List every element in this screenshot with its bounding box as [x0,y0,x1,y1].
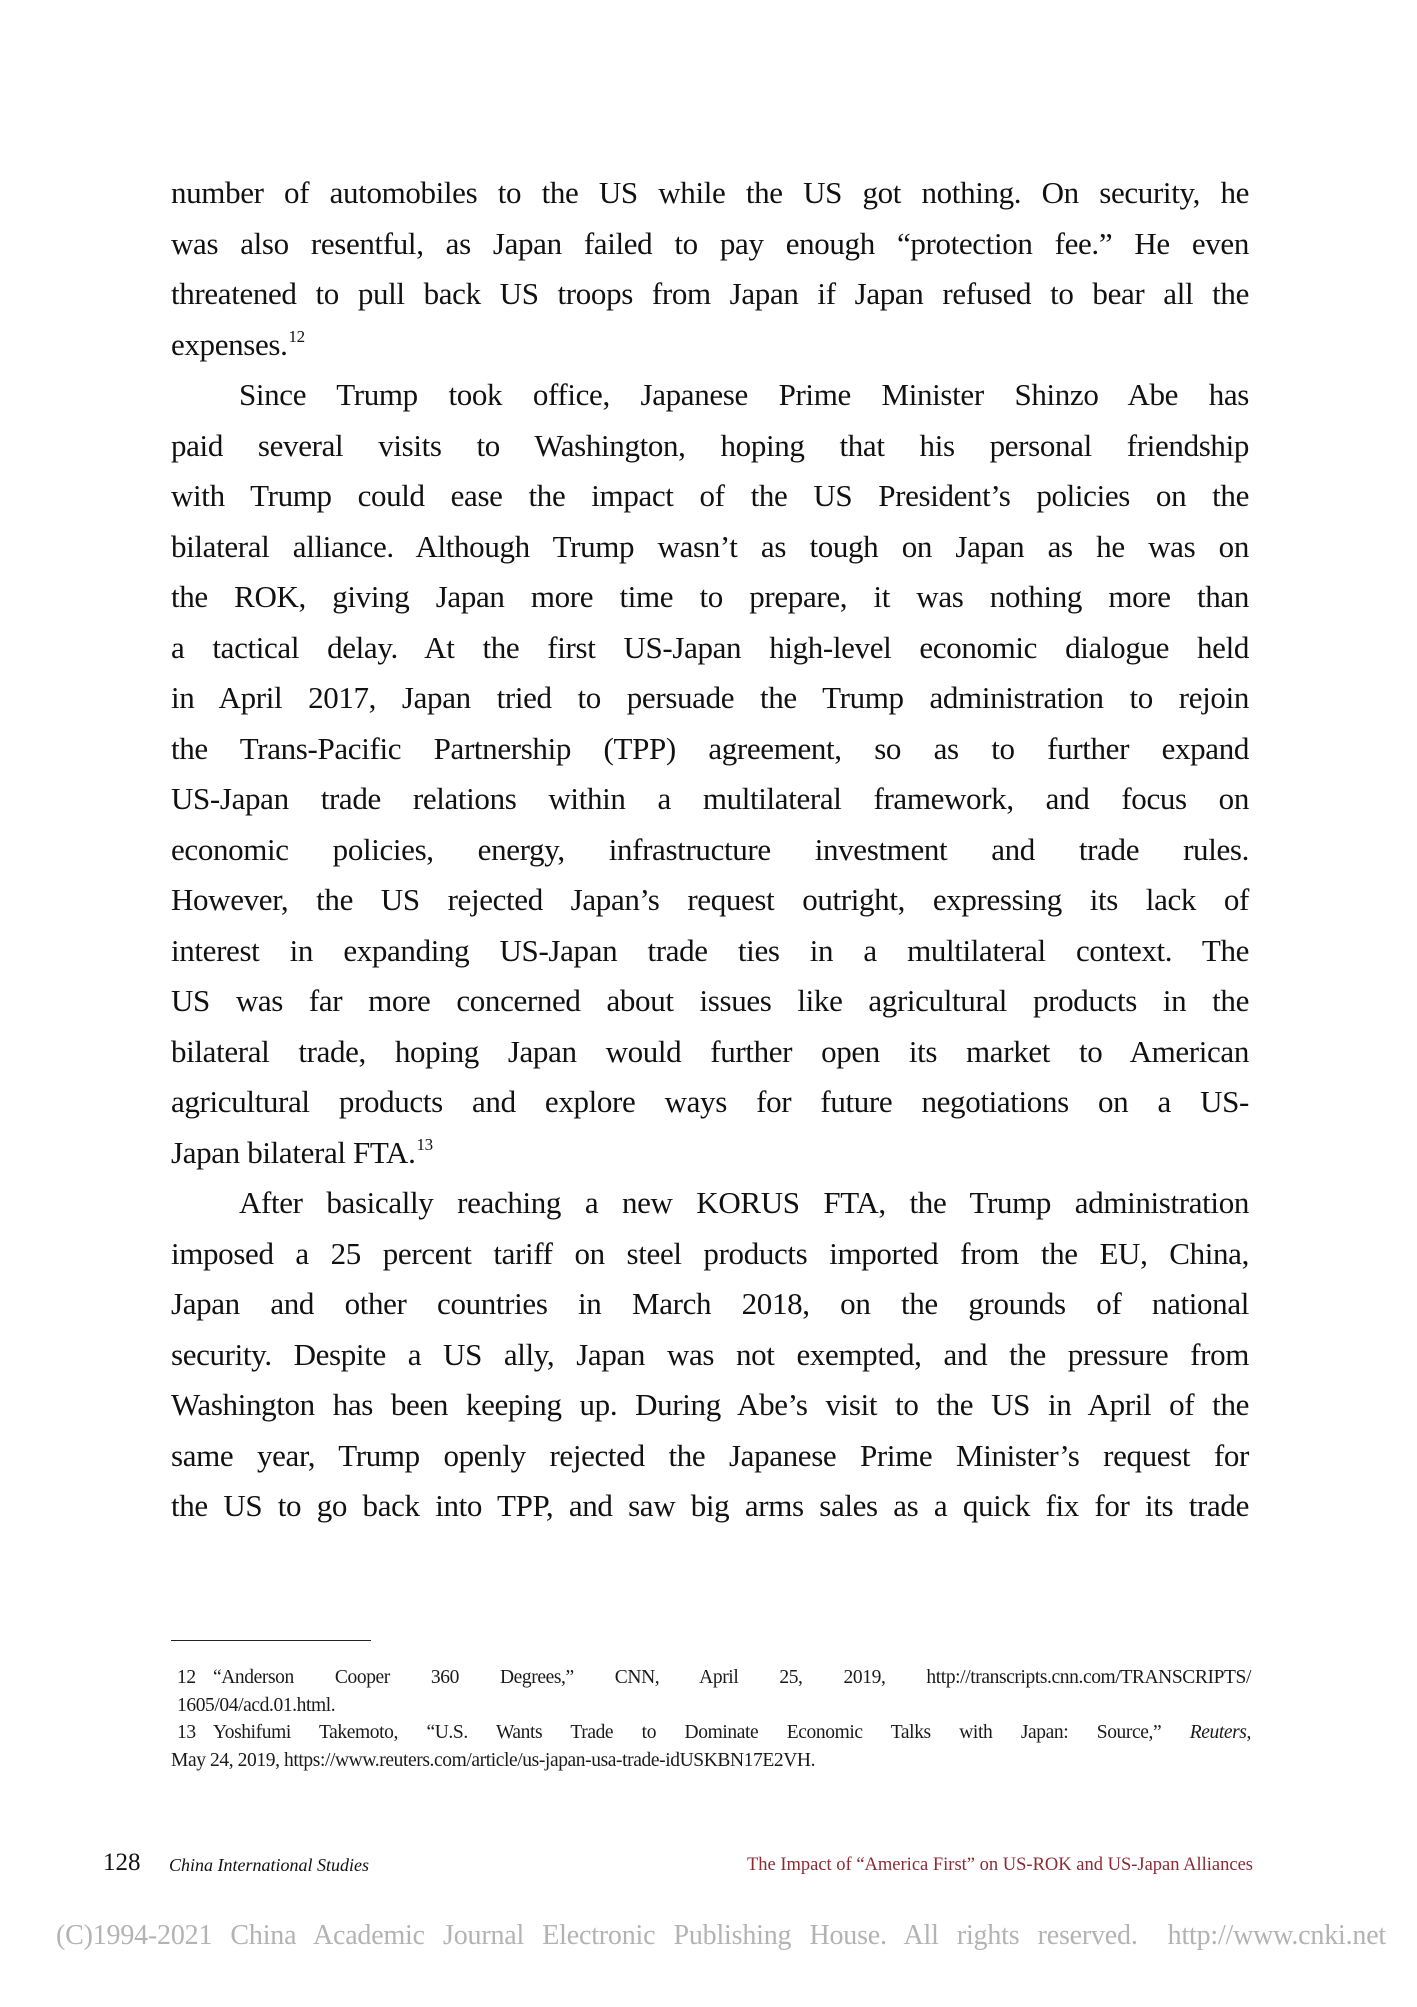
body-line [171,1229,1249,1280]
footnote-reference[interactable]: 12 [288,326,305,346]
footnote-number: 13 [177,1722,196,1743]
body-line-text: a tactical delay. At the first US-Japan high-level economic dialogue held [171,629,1249,665]
body-line [171,219,1249,270]
body-line [171,269,1249,320]
footnote-publication: Reuters [1189,1722,1247,1743]
footnote-reference[interactable]: 13 [416,1134,433,1154]
footnote-text: 1605/04/acd.01.html. [177,1694,336,1716]
journal-name: China International Studies [169,1855,369,1875]
footnote-text: , [1246,1722,1251,1743]
footnote-text: “Anderson Cooper 360 Degrees,” CNN, April 25, 2019, http://transcripts.cnn.com/TRANSCRIPTS/ [213,1667,1251,1688]
body-line [171,320,1249,371]
body-line [171,168,1249,219]
body-line-text: bilateral alliance. Although Trump wasn’t as tough on Japan as he was on [171,528,1249,564]
body-line [171,572,1249,623]
body-line-text: in April 2017, Japan tried to persuade the Trump administration to rejoin [171,680,1249,715]
body-line-text: bilateral trade, hoping Japan would further open its market to American [171,1033,1249,1069]
body-line [171,421,1249,472]
body-line [171,1380,1249,1431]
body-line-text: same year, Trump openly rejected the Japanese Prime Minister’s request for [171,1437,1249,1473]
page-footer [103,1849,1253,1879]
body-line [171,774,1249,825]
body-line [171,471,1249,522]
footnote-13-line-1 [171,1719,1251,1747]
body-line [171,370,1249,421]
running-title: The Impact of “America First” on US-ROK and US-Japan Alliances [746,1855,1253,1875]
body-line-text: was also resentful, as Japan failed to pay enough “protection fee.” He even [171,225,1249,261]
copyright-text: (C)1994-2021 China Academic Journal Electronic Publishing House. All rights reserved. [56,1920,1138,1951]
body-line-text: economic policies, energy, infrastructure investment and trade rules. [171,831,1249,867]
body-line [171,1027,1249,1078]
body-line-text: Japan bilateral FTA. [171,1134,416,1170]
footnote-text: Yoshifumi Takemoto, “U.S. Wants Trade to Dominate Economic Talks with Japan: Source,” [213,1722,1190,1743]
body-line-text: paid several visits to Washington, hoping that his personal friendship [171,427,1249,463]
body-line-text: expenses. [171,326,288,362]
footnotes [171,1664,1251,1774]
body-line [171,1481,1249,1532]
body-line [171,522,1249,573]
body-line [171,1077,1249,1128]
page-number: 128 [103,1849,141,1876]
footnote-separator [171,1640,371,1641]
copyright-watermark [56,1920,1386,1952]
body-text [171,168,1249,1532]
body-line [171,1128,1249,1179]
body-line-text: imposed a 25 percent tariff on steel products imported from the EU, China, [171,1235,1249,1271]
body-line-text: After basically reaching a new KORUS FTA, the Trump administration [239,1185,1249,1220]
body-line-text: US was far more concerned about issues like agricultural products in the [171,983,1249,1018]
body-line-text: threatened to pull back US troops from Japan if Japan refused to bear all the [171,276,1249,311]
footnote-text: May 24, 2019, https://www.reuters.com/article/us-japan-usa-trade-idUSKBN17E2VH. [171,1749,816,1771]
body-line-text: Since Trump took office, Japanese Prime Minister Shinzo Abe has [239,377,1249,412]
body-line [171,1431,1249,1482]
body-line [171,1330,1249,1381]
body-line [171,623,1249,674]
body-line [171,926,1249,977]
body-line-text: interest in expanding US-Japan trade ties in a multilateral context. The [171,932,1249,968]
body-line-text: with Trump could ease the impact of the US President’s policies on the [171,478,1249,513]
body-line-text: Washington has been keeping up. During Abe’s visit to the US in April of the [171,1387,1249,1422]
body-line [171,1178,1249,1229]
body-line [171,724,1249,775]
body-line [171,673,1249,724]
body-line [171,976,1249,1027]
body-line-text: the US to go back into TPP, and saw big arms sales as a quick fix for its trade [171,1488,1249,1523]
body-line-text: the Trans-Pacific Partnership (TPP) agreement, so as to further expand [171,730,1249,766]
body-line-text: security. Despite a US ally, Japan was not exempted, and the pressure from [171,1336,1249,1372]
body-line-text: However, the US rejected Japan’s request outright, expressing its lack of [171,882,1249,917]
body-line-text: the ROK, giving Japan more time to prepare, it was nothing more than [171,579,1249,614]
body-line [171,875,1249,926]
body-line-text: number of automobiles to the US while the US got nothing. On security, he [171,175,1249,210]
body-line [171,1279,1249,1330]
body-line-text: agricultural products and explore ways for future negotiations on a US- [171,1084,1249,1119]
footnote-13-line-2 [171,1747,1251,1775]
body-line [171,825,1249,876]
footnote-number: 12 [177,1667,196,1688]
body-line-text: US-Japan trade relations within a multilateral framework, and focus on [171,781,1249,816]
copyright-url: http://www.cnki.net [1167,1920,1386,1951]
footnote-12-line-1 [171,1664,1251,1692]
footnote-12-line-2 [171,1692,1251,1720]
body-line-text: Japan and other countries in March 2018, on the grounds of national [171,1286,1249,1321]
